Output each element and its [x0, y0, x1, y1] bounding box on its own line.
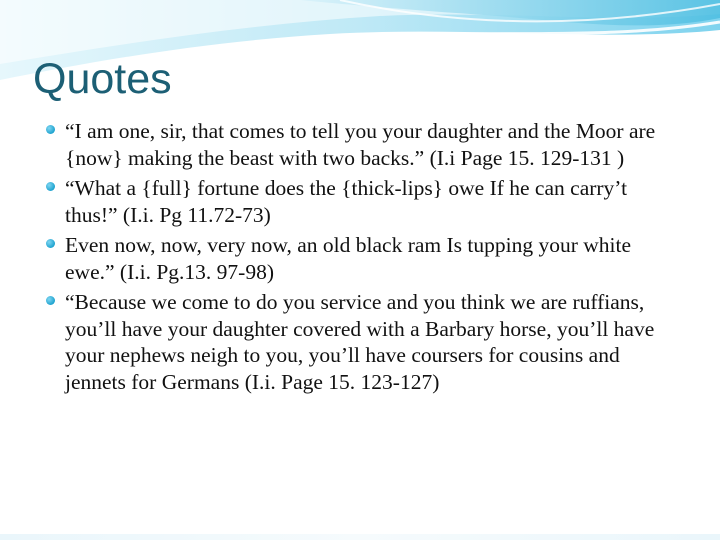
quote-text: Even now, now, very now, an old black ram Is tupping your white ewe.” (I.i. Pg.13. 97-98) — [65, 233, 632, 284]
bullet-icon — [46, 239, 55, 248]
bullet-icon — [46, 296, 55, 305]
list-item — [44, 289, 684, 395]
bullet-icon — [46, 182, 55, 191]
quote-text: “Because we come to do you service and you think we are ruffians, you’ll have your daughter covered with a Barbary horse, you’ll have your nephews neigh to you, you’ll have coursers for cousins and jennets for Germans (I.i. Page 15. 123-127) — [65, 290, 655, 394]
list-item — [44, 175, 684, 228]
slide-title: Quotes — [33, 55, 172, 103]
quote-text: “What a {full} fortune does the {thick-lips} owe If he can carry’t thus!” (I.i. Pg 11.72-73) — [65, 176, 628, 227]
list-item — [44, 118, 684, 171]
quote-list — [44, 118, 684, 399]
bullet-icon — [46, 125, 55, 134]
list-item — [44, 232, 684, 285]
footer-band — [0, 534, 720, 540]
quote-text: “I am one, sir, that comes to tell you your daughter and the Moor are {now} making the beast with two backs.” (I.i Page 15. 129-131 ) — [65, 119, 656, 170]
